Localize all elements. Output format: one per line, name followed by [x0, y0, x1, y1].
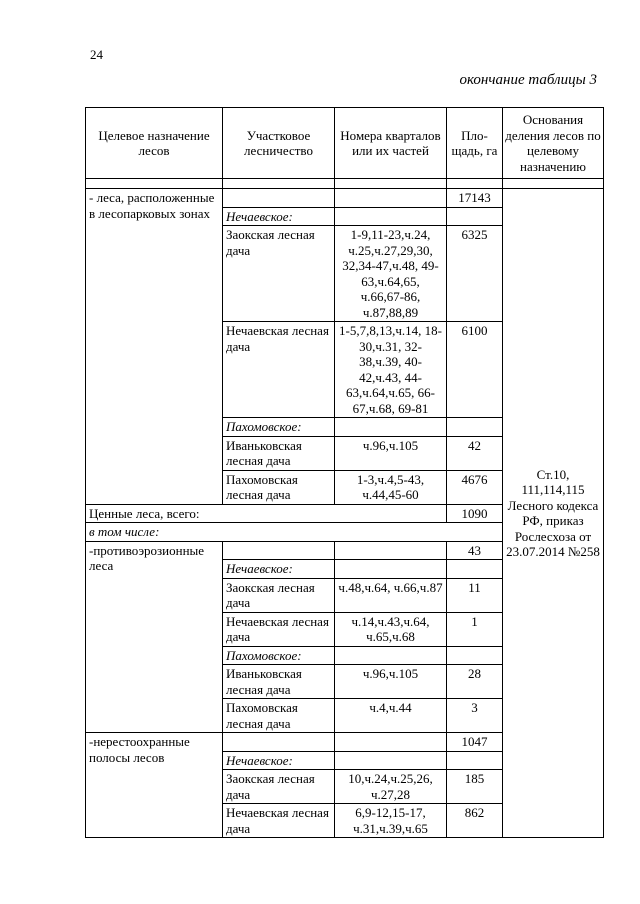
- area-cell: 4676: [447, 470, 503, 504]
- forestry-cell: [223, 733, 335, 752]
- forestry-cell: Нечаевская лесная дача: [223, 804, 335, 838]
- blocks-cell: ч.4,ч.44: [335, 699, 447, 733]
- blocks-cell: ч.96,ч.105: [335, 665, 447, 699]
- forestry-cell: Пахомовская лесная дача: [223, 470, 335, 504]
- header-purpose: Целевое назначение лесов: [86, 108, 223, 179]
- blocks-cell: [335, 733, 447, 752]
- table-row: [86, 189, 604, 208]
- forestry-cell: Иваньковская лесная дача: [223, 665, 335, 699]
- header-blocks: Номера кварталов или их частей: [335, 108, 447, 179]
- blocks-cell: 6,9-12,15-17, ч.31,ч.39,ч.65: [335, 804, 447, 838]
- blocks-cell: 10,ч.24,ч.25,26, ч.27,28: [335, 770, 447, 804]
- area-cell: 185: [447, 770, 503, 804]
- forestry-cell: Заокская лесная дача: [223, 578, 335, 612]
- area-cell: 42: [447, 436, 503, 470]
- area-cell: 6325: [447, 226, 503, 322]
- purpose-cell: Ценные леса, всего:: [86, 504, 447, 523]
- basis-cell: Ст.10, 111,114,115 Лесного кодекса РФ, приказ Рослесхоза от 23.07.2014 №258: [503, 189, 604, 838]
- blocks-cell: [335, 646, 447, 665]
- forest-purpose-table: [85, 107, 604, 838]
- blank-cell: [86, 179, 223, 189]
- header-row: [86, 108, 604, 179]
- purpose-cell: -противоэрозионные леса: [86, 541, 223, 733]
- blocks-cell: [335, 560, 447, 579]
- blocks-cell: ч.48,ч.64, ч.66,ч.87: [335, 578, 447, 612]
- area-cell: 3: [447, 699, 503, 733]
- forestry-cell: Нечаевская лесная дача: [223, 612, 335, 646]
- forestry-cell: Нечаевское:: [223, 751, 335, 770]
- blocks-cell: [335, 541, 447, 560]
- table-caption: окончание таблицы 3: [459, 72, 597, 88]
- blank-cell: [503, 179, 604, 189]
- blank-cell: [223, 179, 335, 189]
- blocks-cell: [335, 207, 447, 226]
- blocks-cell: 1-3,ч.4,5-43, ч.44,45-60: [335, 470, 447, 504]
- area-cell: [447, 418, 503, 437]
- blocks-cell: [335, 751, 447, 770]
- blank-cell: [447, 179, 503, 189]
- page-number: 24: [90, 47, 103, 62]
- header-forestry: Участковое лесничество: [223, 108, 335, 179]
- forestry-cell: Заокская лесная дача: [223, 770, 335, 804]
- area-cell: [447, 646, 503, 665]
- area-cell: [447, 560, 503, 579]
- forestry-cell: Пахомовское:: [223, 418, 335, 437]
- area-cell: 862: [447, 804, 503, 838]
- forestry-cell: Заокская лесная дача: [223, 226, 335, 322]
- header-area: Пло-щадь, га: [447, 108, 503, 179]
- blocks-cell: ч.96,ч.105: [335, 436, 447, 470]
- area-cell: 17143: [447, 189, 503, 208]
- area-cell: 1090: [447, 504, 503, 523]
- blocks-cell: [335, 418, 447, 437]
- area-cell: 6100: [447, 322, 503, 418]
- forestry-cell: [223, 189, 335, 208]
- blocks-cell: 1-5,7,8,13,ч.14, 18-30,ч.31, 32-38,ч.39, 40-42,ч.43, 44-63,ч.64,ч.65, 66-67,ч.68, 69-81: [335, 322, 447, 418]
- purpose-cell: -нерестоохранные полосы лесов: [86, 733, 223, 838]
- area-cell: 28: [447, 665, 503, 699]
- area-cell: [447, 751, 503, 770]
- forestry-cell: Иваньковская лесная дача: [223, 436, 335, 470]
- area-cell: 43: [447, 541, 503, 560]
- header-basis: Основания деления лесов по целевому назначению: [503, 108, 604, 179]
- forestry-cell: Пахомовская лесная дача: [223, 699, 335, 733]
- purpose-cell: - леса, расположенные в лесопарковых зонах: [86, 189, 223, 505]
- forestry-cell: Нечаевская лесная дача: [223, 322, 335, 418]
- purpose-cell: в том числе:: [86, 523, 503, 542]
- area-cell: [447, 207, 503, 226]
- blocks-cell: [335, 189, 447, 208]
- area-cell: 1047: [447, 733, 503, 752]
- blocks-cell: ч.14,ч.43,ч.64, ч.65,ч.68: [335, 612, 447, 646]
- area-cell: 1: [447, 612, 503, 646]
- forestry-cell: [223, 541, 335, 560]
- forestry-cell: Пахомовское:: [223, 646, 335, 665]
- blank-row: [86, 179, 604, 189]
- forestry-cell: Нечаевское:: [223, 207, 335, 226]
- forestry-cell: Нечаевское:: [223, 560, 335, 579]
- blocks-cell: 1-9,11-23,ч.24, ч.25,ч.27,29,30, 32,34-47,ч.48, 49-63,ч.64,65, ч.66,67-86, ч.87,88,89: [335, 226, 447, 322]
- blank-cell: [335, 179, 447, 189]
- area-cell: 11: [447, 578, 503, 612]
